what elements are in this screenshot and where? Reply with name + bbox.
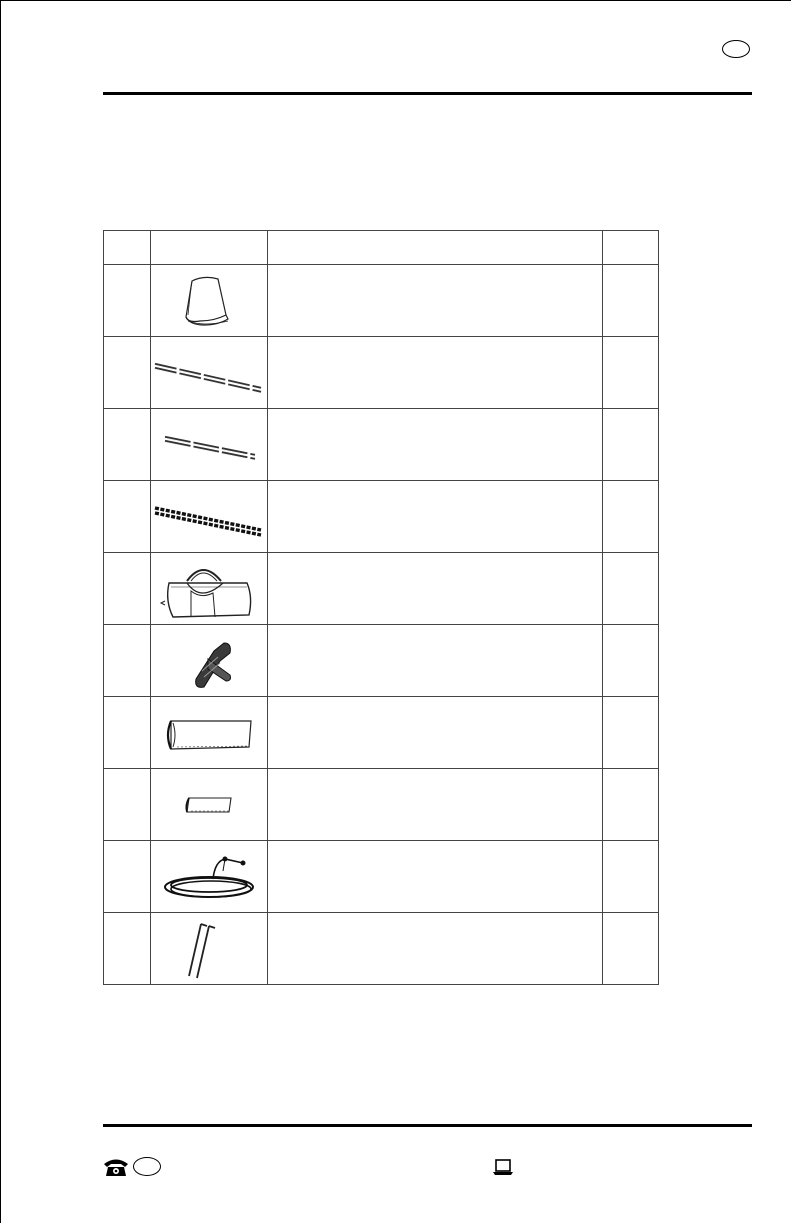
row-quantity: [603, 769, 659, 841]
table-row: [104, 553, 659, 625]
language-badge: [722, 40, 750, 58]
long-pole-sections-icon: [153, 348, 265, 398]
guy-rope-cord-icon: [159, 847, 259, 907]
row-quantity: [603, 841, 659, 913]
tent-pegs-icon: [179, 916, 239, 982]
row-quantity: [603, 481, 659, 553]
table-row: [104, 769, 659, 841]
figure-cell: [151, 265, 268, 337]
row-description: [268, 265, 603, 337]
row-number: [104, 265, 151, 337]
row-number: [104, 481, 151, 553]
figure-cell: [151, 481, 268, 553]
footer-rule: [103, 1124, 752, 1127]
figure-cell: [151, 409, 268, 481]
phone-country-badge: [133, 1157, 161, 1176]
header-number: [104, 231, 151, 265]
table-row: [104, 625, 659, 697]
row-quantity: [603, 337, 659, 409]
row-description: [268, 841, 603, 913]
figure-cell: [151, 769, 268, 841]
header-quantity: [603, 231, 659, 265]
header-rule: [103, 92, 752, 95]
carry-bag-icon: [157, 557, 261, 621]
table-row: [104, 265, 659, 337]
row-number: [104, 697, 151, 769]
figure-cell: [151, 337, 268, 409]
table-row: [104, 337, 659, 409]
row-quantity: [603, 553, 659, 625]
table-header-row: [104, 231, 659, 265]
figure-cell: [151, 913, 268, 985]
row-number: [104, 337, 151, 409]
table-row: [104, 481, 659, 553]
row-number: [104, 841, 151, 913]
row-description: [268, 481, 603, 553]
telephone-icon: [103, 1157, 129, 1177]
table-row: [104, 913, 659, 985]
row-description: [268, 625, 603, 697]
row-number: [104, 913, 151, 985]
folded-tent-fabric-icon: [174, 271, 244, 331]
row-description: [268, 553, 603, 625]
row-number: [104, 553, 151, 625]
row-quantity: [603, 625, 659, 697]
row-quantity: [603, 697, 659, 769]
figure-cell: [151, 625, 268, 697]
row-description: [268, 913, 603, 985]
short-pole-sections-icon: [159, 425, 259, 465]
figure-cell: [151, 553, 268, 625]
figure-cell: [151, 697, 268, 769]
table-row: [104, 841, 659, 913]
figure-cell: [151, 841, 268, 913]
row-description: [268, 769, 603, 841]
row-quantity: [603, 409, 659, 481]
row-quantity: [603, 265, 659, 337]
row-quantity: [603, 913, 659, 985]
laptop-icon: [492, 1157, 514, 1177]
short-pole-sleeve-icon: [179, 790, 239, 820]
row-number: [104, 769, 151, 841]
wing-nut-connector-icon: [174, 629, 244, 693]
row-number: [104, 625, 151, 697]
header-description: [268, 231, 603, 265]
row-number: [104, 409, 151, 481]
row-description: [268, 337, 603, 409]
header-figure: [151, 231, 268, 265]
row-description: [268, 409, 603, 481]
parts-table: [103, 230, 659, 985]
long-pole-sleeve-icon: [161, 713, 257, 753]
shock-corded-poles-icon: [153, 494, 265, 540]
table-row: [104, 697, 659, 769]
row-description: [268, 697, 603, 769]
table-row: [104, 409, 659, 481]
